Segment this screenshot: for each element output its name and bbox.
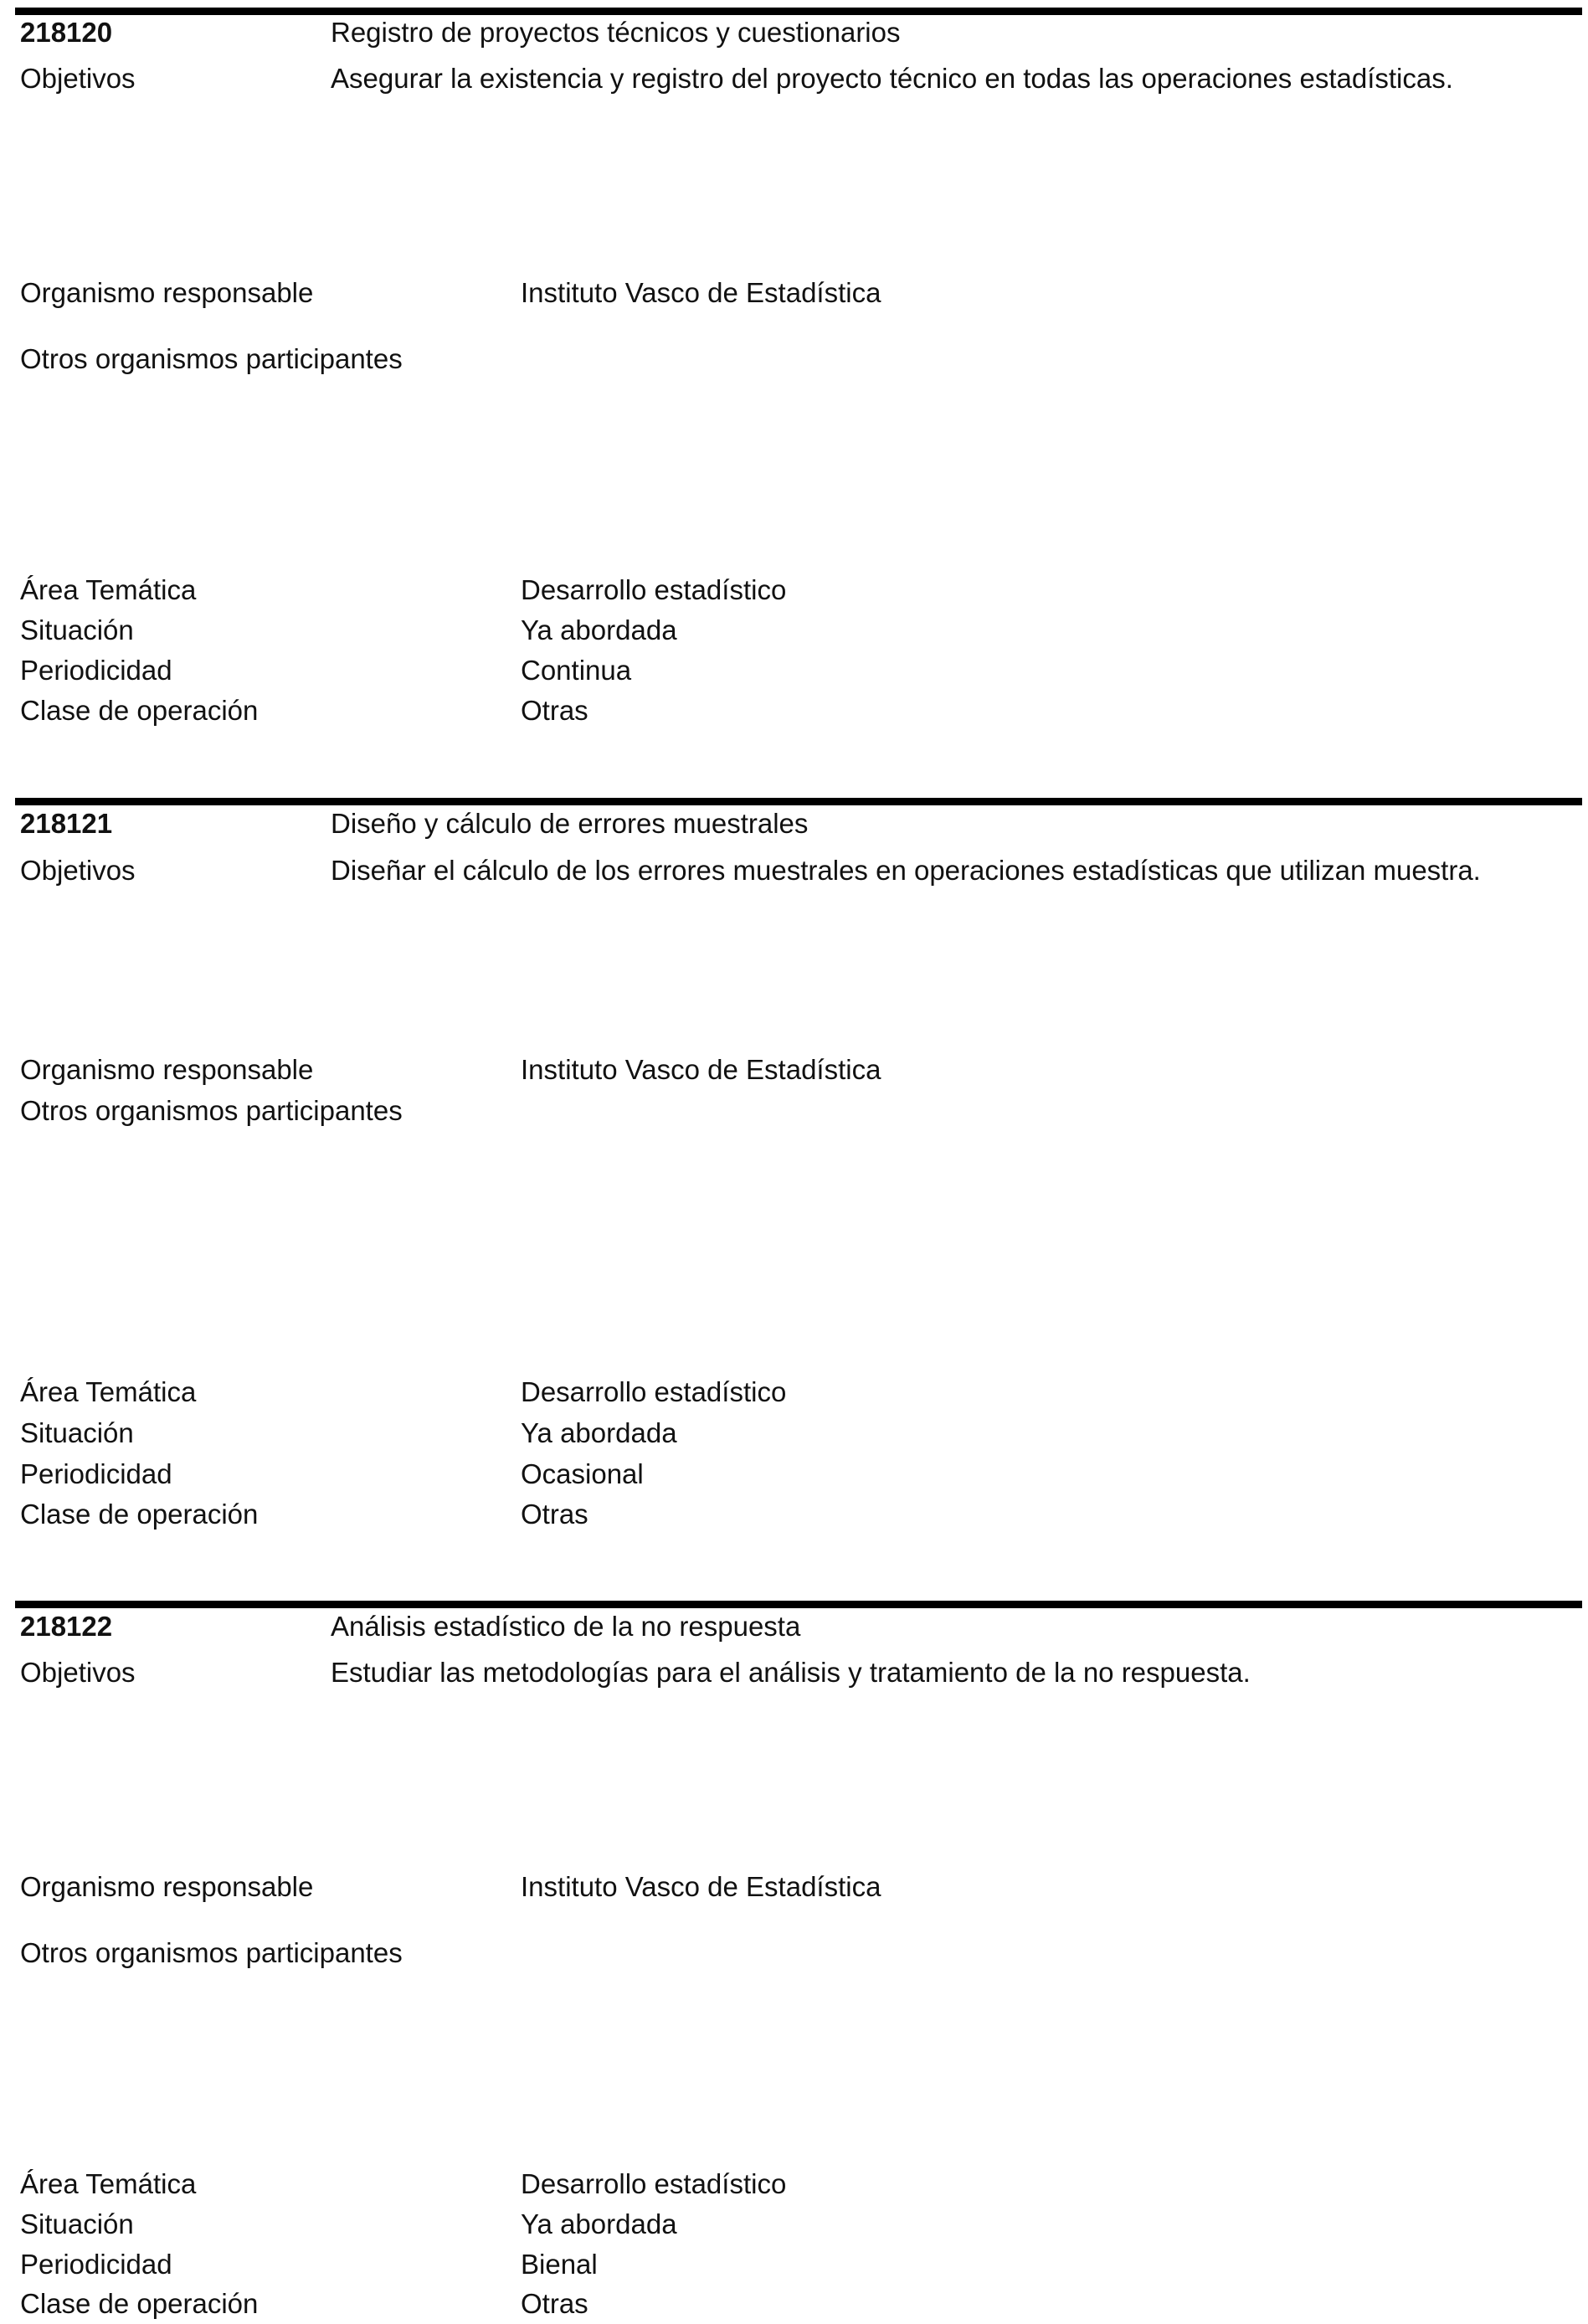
periodicidad-label: Periodicidad: [20, 2249, 172, 2280]
otros-organismos-label: Otros organismos participantes: [20, 1937, 403, 1968]
otros-organismos-label: Otros organismos participantes: [20, 1095, 403, 1126]
record-divider: [15, 8, 1582, 15]
area-tematica-value: Desarrollo estadístico: [521, 574, 787, 605]
objetivos-value: Estudiar las metodologías para el análisis y tratamiento de la no respuesta.: [331, 1657, 1251, 1688]
organismo-label: Organismo responsable: [20, 277, 314, 308]
situacion-value: Ya abordada: [521, 614, 677, 645]
clase-operacion-label: Clase de operación: [20, 1499, 259, 1530]
area-tematica-label: Área Temática: [20, 574, 197, 605]
organismo-value: Instituto Vasco de Estadística: [521, 1871, 881, 1902]
organismo-value: Instituto Vasco de Estadística: [521, 1054, 881, 1085]
periodicidad-value: Bienal: [521, 2249, 598, 2280]
area-tematica-label: Área Temática: [20, 1376, 197, 1407]
objetivos-value: Diseñar el cálculo de los errores muestrales en operaciones estadísticas que utilizan muestra.: [331, 855, 1481, 886]
periodicidad-value: Ocasional: [521, 1458, 644, 1489]
record-divider: [15, 1601, 1582, 1608]
record-code: 218121: [20, 808, 113, 839]
record-title: Registro de proyectos técnicos y cuestionarios: [331, 17, 901, 48]
record-title: Diseño y cálculo de errores muestrales: [331, 808, 809, 839]
otros-organismos-label: Otros organismos participantes: [20, 343, 403, 374]
clase-operacion-value: Otras: [521, 695, 588, 726]
situacion-label: Situación: [20, 614, 134, 645]
clase-operacion-label: Clase de operación: [20, 695, 259, 726]
record-divider: [15, 798, 1582, 805]
situacion-label: Situación: [20, 2208, 134, 2239]
periodicidad-value: Continua: [521, 655, 632, 686]
clase-operacion-value: Otras: [521, 2288, 588, 2319]
situacion-value: Ya abordada: [521, 2208, 677, 2239]
periodicidad-label: Periodicidad: [20, 1458, 172, 1489]
clase-operacion-label: Clase de operación: [20, 2288, 259, 2319]
area-tematica-value: Desarrollo estadístico: [521, 1376, 787, 1407]
situacion-value: Ya abordada: [521, 1417, 677, 1448]
record-code: 218122: [20, 1611, 113, 1642]
objetivos-value: Asegurar la existencia y registro del proyecto técnico en todas las operaciones estadísticas.: [331, 63, 1453, 94]
organismo-label: Organismo responsable: [20, 1871, 314, 1902]
organismo-label: Organismo responsable: [20, 1054, 314, 1085]
periodicidad-label: Periodicidad: [20, 655, 172, 686]
objetivos-label: Objetivos: [20, 855, 136, 886]
clase-operacion-value: Otras: [521, 1499, 588, 1530]
area-tematica-value: Desarrollo estadístico: [521, 2168, 787, 2199]
area-tematica-label: Área Temática: [20, 2168, 197, 2199]
objetivos-label: Objetivos: [20, 1657, 136, 1688]
record-code: 218120: [20, 17, 113, 48]
situacion-label: Situación: [20, 1417, 134, 1448]
objetivos-label: Objetivos: [20, 63, 136, 94]
record-title: Análisis estadístico de la no respuesta: [331, 1611, 801, 1642]
organismo-value: Instituto Vasco de Estadística: [521, 277, 881, 308]
